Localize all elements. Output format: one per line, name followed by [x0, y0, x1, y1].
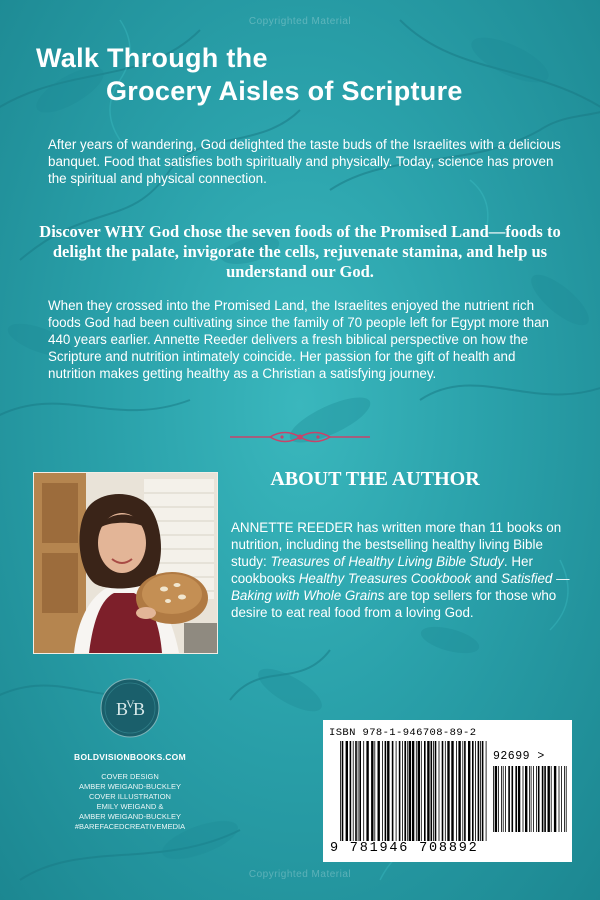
bio-text-2: . Her cookbooks: [231, 554, 533, 586]
barcode-bar: [342, 741, 344, 841]
barcode-bar: [427, 741, 429, 841]
ornamental-divider: [230, 430, 370, 444]
barcode-bar: [468, 741, 470, 841]
barcode-bar: [512, 766, 514, 832]
barcode-bar: [493, 766, 494, 832]
barcode-bar: [551, 766, 552, 832]
barcode-bar: [503, 766, 504, 832]
barcode-bar: [478, 741, 480, 841]
barcode-bar: [529, 766, 530, 832]
barcode-bar: [399, 741, 401, 841]
barcode-bar: [433, 741, 434, 841]
logo-letter-b-left: B: [116, 699, 129, 719]
barcode-bar: [559, 766, 560, 832]
barcode-bar: [445, 741, 446, 841]
barcode-bar: [374, 741, 375, 841]
credit-line: #BAREFACEDCREATIVEMEDIA: [74, 822, 186, 831]
credit-line: COVER DESIGN: [101, 772, 159, 781]
logo-letter-v: V: [126, 697, 135, 711]
publisher-website: BOLDVISIONBOOKS.COM: [74, 752, 186, 762]
copyright-watermark-top: Copyrighted Material: [248, 16, 352, 27]
barcode-bar: [464, 741, 466, 841]
ean-digits: 9 781946 708892: [330, 841, 479, 856]
barcode-bar: [498, 766, 499, 832]
barcode-bar: [548, 766, 550, 832]
barcode-bar: [495, 766, 497, 832]
barcode-bar: [525, 766, 527, 832]
barcode-bar: [480, 741, 481, 841]
isbn-text: ISBN 978-1-946708-89-2: [329, 727, 477, 739]
barcode-bar: [366, 741, 368, 841]
barcode-bar: [353, 741, 354, 841]
barcode-bar: [566, 766, 567, 832]
back-cover-title: [36, 42, 576, 108]
barcode-bar: [439, 741, 440, 841]
barcode-bar: [544, 766, 546, 832]
barcode-bar: [346, 741, 348, 841]
title-line-1: Walk Through the: [36, 43, 268, 73]
barcode-bar: [412, 741, 414, 841]
barcode-bar: [523, 766, 524, 832]
author-bio: [231, 519, 571, 621]
barcode-bar: [435, 741, 437, 841]
barcode-bar: [447, 741, 449, 841]
barcode-bar: [475, 741, 476, 841]
barcode-bar: [486, 741, 487, 841]
bio-text-1: ANNETTE REEDER has written more than 11 books on nutrition, including the bestselling healthy living Bible study:: [231, 520, 562, 569]
barcode-bar: [402, 741, 403, 841]
barcode-bar: [458, 741, 460, 841]
barcode-bar: [508, 766, 510, 832]
barcode-bar: [371, 741, 373, 841]
barcode-bar: [456, 741, 457, 841]
barcode-bar: [442, 741, 444, 841]
hook-statement: Discover WHY God chose the seven foods of the Promised Land—foods to delight the palate, invigorate the cells, rejuvenate stamina, and help us understand our God.: [39, 222, 561, 281]
bio-text-4: are top sellers for those who desire to eat real food from a loving God.: [231, 588, 557, 620]
barcode-bar: [561, 766, 562, 832]
price-code: 92699 >: [493, 750, 545, 763]
intro-paragraph: After years of wandering, God delighted the taste buds of the Israelites with a delicious banquet. Food that satisfies both spiritually and physically. Today, science has proven the spiritual and physical connection.: [48, 137, 561, 186]
barcode-bar: [387, 741, 389, 841]
barcode-bar: [404, 741, 406, 841]
barcode-bar: [505, 766, 506, 832]
barcode-bar: [451, 741, 453, 841]
title-line-2: Grocery Aisles of Scripture: [106, 76, 463, 106]
barcode-bar: [501, 766, 502, 832]
barcode-bar: [350, 741, 352, 841]
barcode-bar: [542, 766, 544, 832]
publisher-logo: [100, 678, 160, 738]
barcode-bar: [424, 741, 426, 841]
barcode-bar: [378, 741, 380, 841]
barcode-bar: [416, 741, 417, 841]
barcode-bar: [462, 741, 463, 841]
bio-text-3: and: [471, 571, 501, 586]
barcode-bar: [418, 741, 420, 841]
barcode-bar: [396, 741, 397, 841]
barcode-bar: [431, 741, 433, 841]
bio-book-title-3: Satisfied — Baking with Whole Grains: [231, 571, 570, 603]
barcode-bar: [538, 766, 540, 832]
barcode-bar: [359, 741, 361, 841]
barcode-bar: [407, 741, 408, 841]
barcode-bar: [482, 741, 484, 841]
barcode-bar: [531, 766, 532, 832]
barcode-bar: [355, 741, 357, 841]
barcode-bar: [536, 766, 537, 832]
barcode-bar: [409, 741, 411, 841]
cover-credits: [60, 772, 200, 832]
barcode-bar: [382, 741, 383, 841]
description-paragraph: When they crossed into the Promised Land, the Israelites enjoyed the nutrient rich foods God had been cultivating since the family of 70 people left for Egypt more than 440 years earlier. Annette Reeder delivers a fresh biblical perspective on how the Scripture and nutrition intimately coincide. Her passion for the gift of health and nutrition makes getting healthy as a Christian a satisfying journey.: [48, 298, 549, 381]
barcode-bar: [515, 766, 517, 832]
barcode-bar: [518, 766, 520, 832]
price-addon-barcode: [493, 766, 567, 832]
copyright-watermark-bottom: Copyrighted Material: [248, 869, 352, 880]
bio-book-title-2: Healthy Treasures Cookbook: [298, 571, 472, 586]
barcode-bar: [392, 741, 394, 841]
credit-line: AMBER WEIGAND-BUCKLEY: [78, 812, 182, 821]
barcode-bar: [363, 741, 364, 841]
about-author-heading: ABOUT THE AUTHOR: [270, 468, 480, 490]
credit-line: AMBER WEIGAND-BUCKLEY: [78, 782, 182, 791]
barcode-bar: [385, 741, 387, 841]
barcode-bar: [564, 766, 565, 832]
credit-line: EMILY WEIGAND &: [96, 802, 164, 811]
logo-letter-b-right: B: [133, 699, 146, 719]
barcode-bar: [340, 741, 341, 841]
credit-line: COVER ILLUSTRATION: [89, 792, 171, 801]
bio-book-title-1: Treasures of Healthy Living Bible Study: [270, 554, 504, 569]
barcode-bar: [421, 741, 422, 841]
author-photo: [33, 472, 218, 654]
barcode-bar: [554, 766, 556, 832]
barcode-bar: [358, 741, 359, 841]
ean-barcode: [340, 741, 488, 841]
barcode-bar: [472, 741, 474, 841]
barcode-bar: [533, 766, 534, 832]
